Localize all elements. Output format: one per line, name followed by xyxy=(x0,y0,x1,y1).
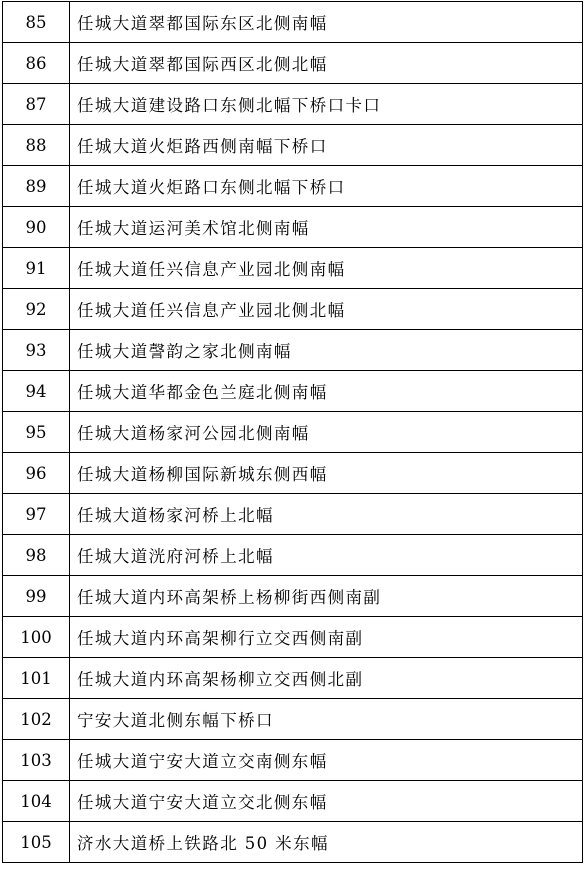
row-number: 104 xyxy=(3,781,70,822)
table-row xyxy=(3,412,583,453)
table-row xyxy=(3,535,583,576)
table-row xyxy=(3,822,583,863)
table-row xyxy=(3,658,583,699)
table-row xyxy=(3,699,583,740)
row-number: 97 xyxy=(3,494,70,535)
location-cell: 任城大道杨家河桥上北幅 xyxy=(70,494,583,535)
row-number: 91 xyxy=(3,248,70,289)
table-row xyxy=(3,248,583,289)
table-row xyxy=(3,453,583,494)
table-row xyxy=(3,330,583,371)
table-row xyxy=(3,166,583,207)
table-row xyxy=(3,740,583,781)
location-cell: 任城大道杨柳国际新城东侧西幅 xyxy=(70,453,583,494)
location-table xyxy=(2,1,583,863)
location-cell: 任城大道建设路口东侧北幅下桥口卡口 xyxy=(70,84,583,125)
location-cell: 任城大道火炬路西侧南幅下桥口 xyxy=(70,125,583,166)
row-number: 103 xyxy=(3,740,70,781)
table-row xyxy=(3,781,583,822)
table-row xyxy=(3,43,583,84)
location-cell: 济水大道桥上铁路北 50 米东幅 xyxy=(70,822,583,863)
location-cell: 任城大道内环高架柳行立交西侧南副 xyxy=(70,617,583,658)
table-row xyxy=(3,371,583,412)
location-cell: 任城大道任兴信息产业园北侧南幅 xyxy=(70,248,583,289)
location-cell: 任城大道洸府河桥上北幅 xyxy=(70,535,583,576)
location-cell: 任城大道翠都国际西区北侧北幅 xyxy=(70,43,583,84)
location-cell: 任城大道内环高架桥上杨柳街西侧南副 xyxy=(70,576,583,617)
location-cell: 任城大道謦韵之家北侧南幅 xyxy=(70,330,583,371)
table-row xyxy=(3,617,583,658)
row-number: 101 xyxy=(3,658,70,699)
row-number: 86 xyxy=(3,43,70,84)
location-cell: 宁安大道北侧东幅下桥口 xyxy=(70,699,583,740)
row-number: 90 xyxy=(3,207,70,248)
location-cell: 任城大道华都金色兰庭北侧南幅 xyxy=(70,371,583,412)
location-cell: 任城大道运河美术馆北侧南幅 xyxy=(70,207,583,248)
table-row xyxy=(3,125,583,166)
row-number: 94 xyxy=(3,371,70,412)
location-cell: 任城大道宁安大道立交南侧东幅 xyxy=(70,740,583,781)
row-number: 92 xyxy=(3,289,70,330)
row-number: 100 xyxy=(3,617,70,658)
row-number: 89 xyxy=(3,166,70,207)
row-number: 96 xyxy=(3,453,70,494)
table-row xyxy=(3,2,583,43)
table-row xyxy=(3,84,583,125)
location-cell: 任城大道翠都国际东区北侧南幅 xyxy=(70,2,583,43)
row-number: 98 xyxy=(3,535,70,576)
location-cell: 任城大道火炬路口东侧北幅下桥口 xyxy=(70,166,583,207)
row-number: 88 xyxy=(3,125,70,166)
row-number: 87 xyxy=(3,84,70,125)
row-number: 105 xyxy=(3,822,70,863)
table-row xyxy=(3,207,583,248)
row-number: 85 xyxy=(3,2,70,43)
row-number: 93 xyxy=(3,330,70,371)
location-cell: 任城大道杨家河公园北侧南幅 xyxy=(70,412,583,453)
row-number: 102 xyxy=(3,699,70,740)
table-row xyxy=(3,494,583,535)
table-row xyxy=(3,576,583,617)
row-number: 99 xyxy=(3,576,70,617)
location-cell: 任城大道任兴信息产业园北侧北幅 xyxy=(70,289,583,330)
table-body xyxy=(3,2,583,863)
location-cell: 任城大道内环高架杨柳立交西侧北副 xyxy=(70,658,583,699)
location-cell: 任城大道宁安大道立交北侧东幅 xyxy=(70,781,583,822)
table-row xyxy=(3,289,583,330)
row-number: 95 xyxy=(3,412,70,453)
